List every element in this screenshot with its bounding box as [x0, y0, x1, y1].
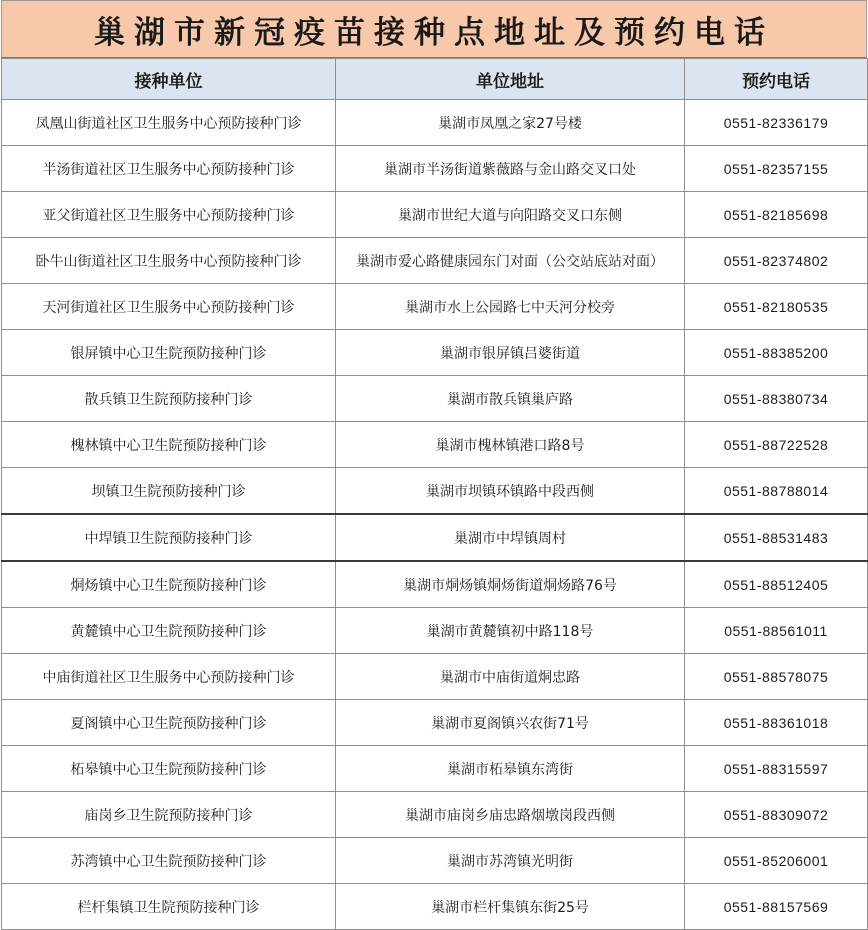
table-row	[2, 330, 868, 376]
cell-address: 巢湖市庙岗乡庙忠路烟墩岗段西侧	[336, 792, 685, 838]
table-row	[2, 608, 868, 654]
cell-unit: 亚父街道社区卫生服务中心预防接种门诊	[2, 192, 336, 238]
table-row	[2, 146, 868, 192]
cell-phone: 0551-88578075	[685, 654, 868, 700]
table-row	[2, 422, 868, 468]
cell-phone: 0551-82374802	[685, 238, 868, 284]
cell-address: 巢湖市散兵镇巢庐路	[336, 376, 685, 422]
cell-address: 巢湖市苏湾镇光明街	[336, 838, 685, 884]
cell-phone: 0551-88512405	[685, 561, 868, 608]
cell-unit: 柘皋镇中心卫生院预防接种门诊	[2, 746, 336, 792]
column-header-unit: 接种单位	[2, 59, 336, 100]
cell-address: 巢湖市烔炀镇烔炀街道烔炀路76号	[336, 561, 685, 608]
cell-address: 巢湖市中庙街道烔忠路	[336, 654, 685, 700]
cell-phone: 0551-88380734	[685, 376, 868, 422]
cell-address: 巢湖市世纪大道与向阳路交叉口东侧	[336, 192, 685, 238]
cell-unit: 中垾镇卫生院预防接种门诊	[2, 514, 336, 561]
cell-unit: 银屏镇中心卫生院预防接种门诊	[2, 330, 336, 376]
cell-phone: 0551-88157569	[685, 884, 868, 930]
cell-unit: 中庙街道社区卫生服务中心预防接种门诊	[2, 654, 336, 700]
table-row	[2, 838, 868, 884]
cell-phone: 0551-82180535	[685, 284, 868, 330]
column-header-address: 单位地址	[336, 59, 685, 100]
cell-unit: 黄麓镇中心卫生院预防接种门诊	[2, 608, 336, 654]
cell-unit: 栏杆集镇卫生院预防接种门诊	[2, 884, 336, 930]
table-row	[2, 100, 868, 146]
cell-unit: 夏阁镇中心卫生院预防接种门诊	[2, 700, 336, 746]
cell-phone: 0551-82185698	[685, 192, 868, 238]
cell-address: 巢湖市中垾镇周村	[336, 514, 685, 561]
table-row	[2, 468, 868, 515]
cell-unit: 烔炀镇中心卫生院预防接种门诊	[2, 561, 336, 608]
table-row	[2, 284, 868, 330]
cell-phone: 0551-88309072	[685, 792, 868, 838]
title-bar	[1, 0, 867, 58]
cell-address: 巢湖市水上公园路七中天河分校旁	[336, 284, 685, 330]
vaccination-sites-sheet	[1, 0, 867, 930]
cell-phone: 0551-88361018	[685, 700, 868, 746]
table-row	[2, 561, 868, 608]
table-row	[2, 192, 868, 238]
cell-unit: 庙岗乡卫生院预防接种门诊	[2, 792, 336, 838]
cell-address: 巢湖市凤凰之家27号楼	[336, 100, 685, 146]
table-row	[2, 654, 868, 700]
table-row	[2, 746, 868, 792]
cell-unit: 天河街道社区卫生服务中心预防接种门诊	[2, 284, 336, 330]
cell-phone: 0551-82357155	[685, 146, 868, 192]
cell-address: 巢湖市槐林镇港口路8号	[336, 422, 685, 468]
cell-unit: 散兵镇卫生院预防接种门诊	[2, 376, 336, 422]
cell-address: 巢湖市坝镇环镇路中段西侧	[336, 468, 685, 515]
cell-address: 巢湖市柘皋镇东湾街	[336, 746, 685, 792]
cell-phone: 0551-88385200	[685, 330, 868, 376]
table-row	[2, 238, 868, 284]
table-row	[2, 700, 868, 746]
cell-phone: 0551-88722528	[685, 422, 868, 468]
cell-phone: 0551-88315597	[685, 746, 868, 792]
table-row	[2, 376, 868, 422]
vaccination-sites-table	[1, 58, 868, 930]
cell-address: 巢湖市半汤街道紫薇路与金山路交叉口处	[336, 146, 685, 192]
table-header-row	[2, 59, 868, 100]
cell-address: 巢湖市夏阁镇兴农街71号	[336, 700, 685, 746]
cell-address: 巢湖市栏杆集镇东街25号	[336, 884, 685, 930]
page-title: 巢湖市新冠疫苗接种点地址及预约电话	[94, 14, 774, 51]
cell-unit: 坝镇卫生院预防接种门诊	[2, 468, 336, 515]
cell-unit: 卧牛山街道社区卫生服务中心预防接种门诊	[2, 238, 336, 284]
column-header-phone: 预约电话	[685, 59, 868, 100]
cell-unit: 凤凰山街道社区卫生服务中心预防接种门诊	[2, 100, 336, 146]
cell-phone: 0551-85206001	[685, 838, 868, 884]
cell-address: 巢湖市银屏镇吕婆街道	[336, 330, 685, 376]
cell-phone: 0551-82336179	[685, 100, 868, 146]
cell-phone: 0551-88561011	[685, 608, 868, 654]
table-row	[2, 514, 868, 561]
cell-phone: 0551-88531483	[685, 514, 868, 561]
table-row	[2, 792, 868, 838]
cell-unit: 半汤街道社区卫生服务中心预防接种门诊	[2, 146, 336, 192]
cell-phone: 0551-88788014	[685, 468, 868, 515]
cell-address: 巢湖市黄麓镇初中路118号	[336, 608, 685, 654]
cell-unit: 槐林镇中心卫生院预防接种门诊	[2, 422, 336, 468]
cell-unit: 苏湾镇中心卫生院预防接种门诊	[2, 838, 336, 884]
cell-address: 巢湖市爱心路健康园东门对面（公交站底站对面）	[336, 238, 685, 284]
